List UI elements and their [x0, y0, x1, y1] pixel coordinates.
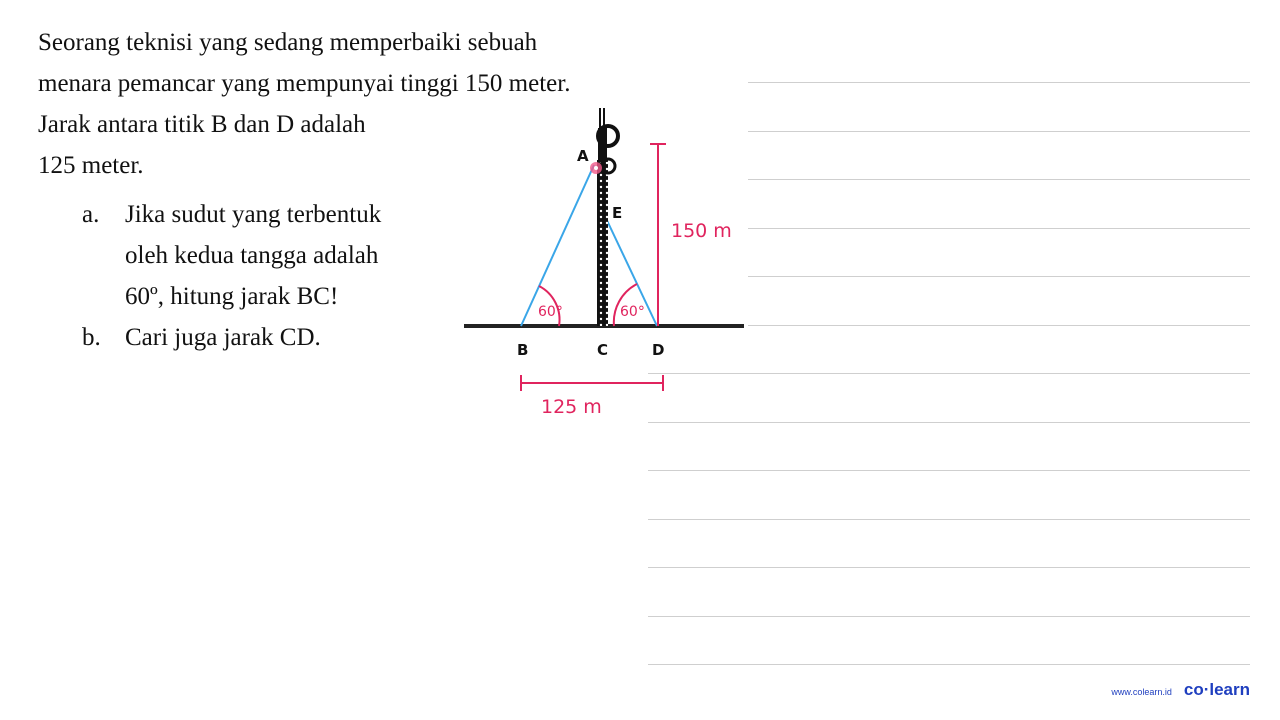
question-line: oleh kedua tangga adalah: [125, 242, 379, 269]
question-text: [125, 194, 381, 317]
intro-line: 125 meter.: [38, 152, 144, 179]
tower-top: [598, 128, 607, 162]
ladder-left: [521, 165, 594, 326]
angle-label-left: 60°: [538, 304, 563, 320]
footer-branding: [1111, 680, 1250, 700]
colearn-logo: co·learn: [1183, 680, 1250, 699]
intro-line: Seorang teknisi yang sedang memperbaiki sebuah: [38, 29, 538, 56]
question-text: [125, 317, 321, 358]
intro-line: Jarak antara titik B dan D adalah: [38, 111, 366, 138]
question-line: Cari juga jarak CD.: [125, 324, 321, 351]
intro-line: menara pemancar yang mempunyai tinggi 150 meter.: [38, 70, 571, 97]
footer-url[interactable]: www.colearn.id: [1111, 687, 1172, 697]
question-letter: a.: [82, 201, 100, 228]
tower-body: [597, 160, 608, 326]
tower-diagram-svg: [460, 100, 760, 430]
angle-label-right: 60°: [620, 304, 645, 320]
point-label-a: A: [577, 147, 589, 165]
question-line: Jika sudut yang terbentuk: [125, 201, 382, 228]
distance-label: 125 m: [541, 396, 602, 418]
question-letter: b.: [82, 324, 101, 351]
point-a-marker-center: [594, 166, 598, 170]
point-label-b: B: [517, 341, 529, 359]
tower-diagram: [460, 100, 760, 430]
point-label-e: E: [612, 204, 623, 222]
question-line: 60º, hitung jarak BC!: [125, 283, 339, 310]
point-label-c: C: [597, 341, 609, 359]
height-label: 150 m: [671, 220, 732, 242]
point-label-d: D: [652, 341, 665, 359]
